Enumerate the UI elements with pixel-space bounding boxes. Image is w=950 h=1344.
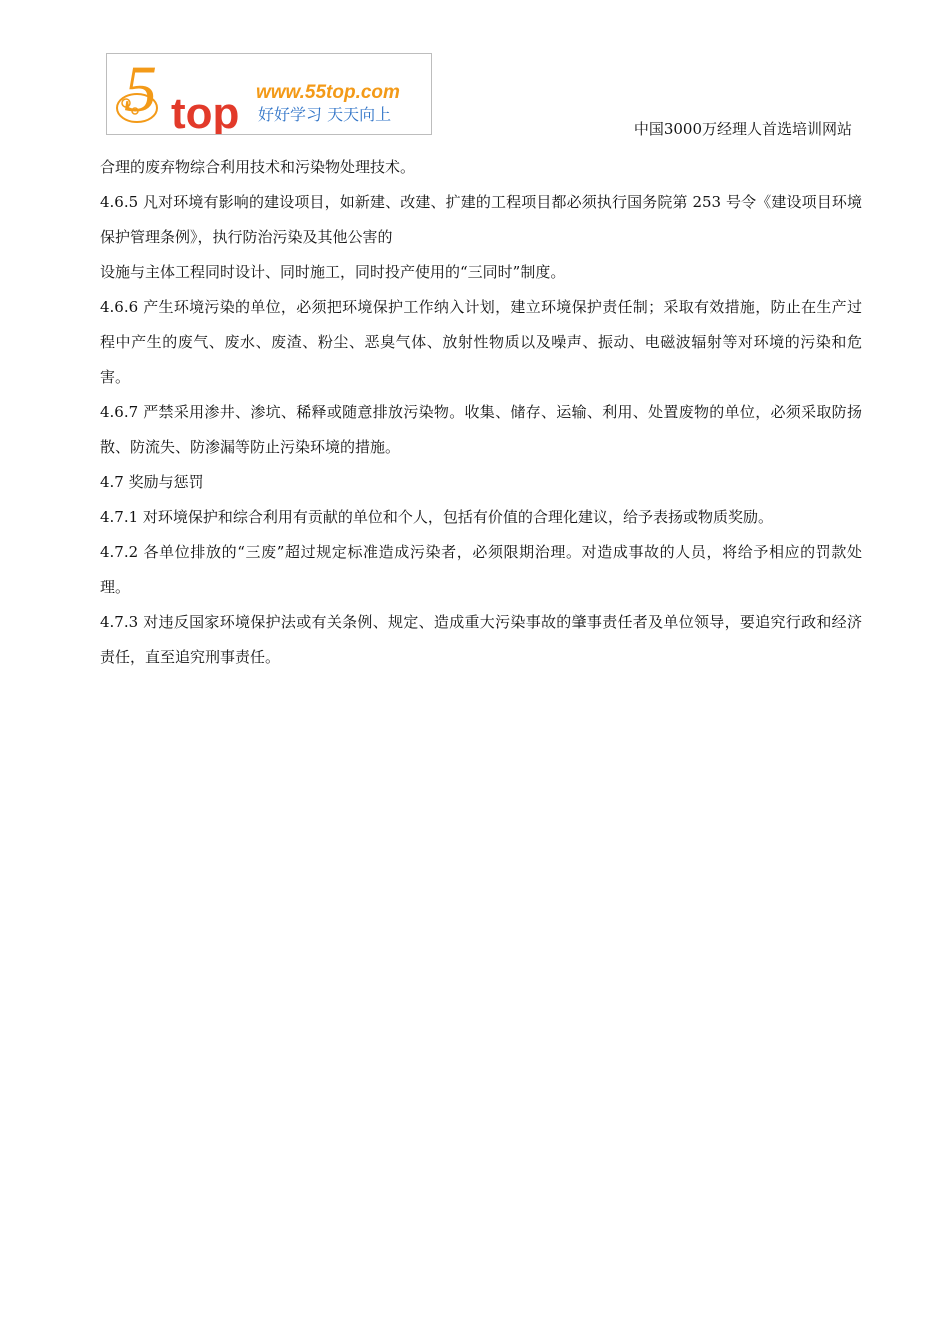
clause-4-6-6: 4.6.6 产生环境污染的单位，必须把环境保护工作纳入计划，建立环境保护责任制；采取有效措施，防止在生产过程中产生的废气、废水、废渣、粉尘、恶臭气体、放射性物质以及噪声、振动、电磁波辐射等对环境的污染和危害。 [100,298,862,386]
clause-4-6-7: 4.6.7 严禁采用渗井、渗坑、稀释或随意排放污染物。收集、储存、运输、利用、处置废物的单位，必须采取防扬散、防流失、防渗漏等防止污染环境的措施。 [100,403,862,456]
logo-url: www.55top.com [256,82,400,103]
site-logo[interactable] [106,53,432,135]
logo-slogan: 好好学习 天天向上 [258,105,392,124]
header-tagline: 中国3000万经理人首选培训网站 [633,120,852,138]
logo-graphic [107,54,432,135]
logo-numeral: 5 [124,54,157,126]
logo-word: top [171,89,240,136]
clause-4-6-5-continuation: 设施与主体工程同时设计、同时施工，同时投产使用的“三同时”制度。 [100,263,566,281]
section-heading-4-7: 4.7 奖励与惩罚 [100,473,204,491]
body-paragraph: 合理的废弃物综合利用技术和污染物处理技术。 [100,158,416,176]
clause-4-7-1: 4.7.1 对环境保护和综合利用有贡献的单位和个人，包括有价值的合理化建议，给予表扬或物质奖励。 [100,508,773,526]
clause-4-7-2: 4.7.2 各单位排放的“三废”超过规定标准造成污染者，必须限期治理。对造成事故的人员，将给予相应的罚款处理。 [100,543,862,596]
clause-4-7-3: 4.7.3 对违反国家环境保护法或有关条例、规定、造成重大污染事故的肇事责任者及单位领导，要追究行政和经济责任，直至追究刑事责任。 [100,613,862,666]
clause-4-6-5: 4.6.5 凡对环境有影响的建设项目，如新建、改建、扩建的工程项目都必须执行国务院第 253 号令《建设项目环境保护管理条例》，执行防治污染及其他公害的 [100,193,862,246]
document-body [100,150,862,675]
